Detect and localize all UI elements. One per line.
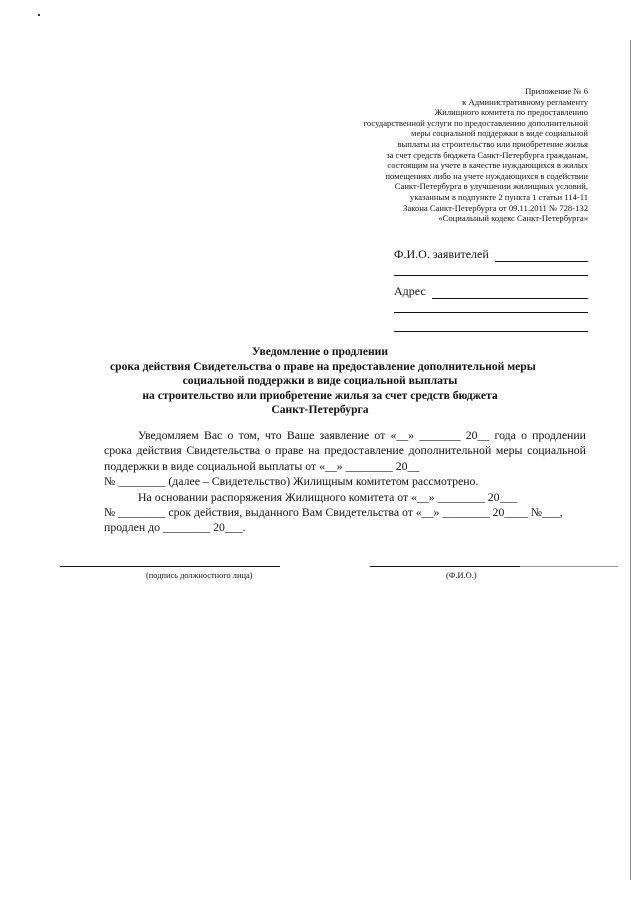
title-line: Санкт-Петербурга bbox=[271, 403, 369, 417]
appendix-line: государственной услуги по предоставлению дополнительной bbox=[363, 117, 588, 128]
appendix-line: Жилищного комитета по предоставлению bbox=[434, 107, 588, 118]
applicant-address-row bbox=[394, 281, 588, 299]
paragraph-extended-until: продлен до ________ 20___. bbox=[104, 520, 246, 535]
appendix-line: к Административному регламенту bbox=[462, 96, 588, 107]
paragraph-application-end: № ________ (далее – Свидетельство) Жилищным комитетом рассмотрено. bbox=[104, 474, 479, 489]
paragraph-decision: На основании распоряжения Жилищного комитета от «__» ________ 20___ bbox=[138, 489, 518, 504]
appendix-header bbox=[298, 86, 588, 224]
title-line: Уведомление о продлении bbox=[251, 345, 389, 358]
applicant-fio-blank-2[interactable] bbox=[394, 262, 588, 276]
signature-fio-label: (Ф.И.О.) bbox=[446, 571, 477, 580]
appendix-line: выплаты на строительство или приобретение жилья bbox=[397, 138, 588, 149]
applicant-address-blank-3[interactable] bbox=[394, 318, 588, 332]
appendix-line: Приложение № 6 bbox=[525, 86, 588, 96]
scan-page-edge bbox=[630, 40, 631, 880]
signature-fio-line[interactable] bbox=[370, 566, 520, 567]
applicant-address-blank-2[interactable] bbox=[394, 299, 588, 313]
appendix-line: помещениях либо на учете нуждающихся в содействии bbox=[385, 170, 588, 181]
notice-title bbox=[110, 345, 536, 418]
signature-official-line[interactable] bbox=[60, 566, 280, 567]
appendix-line: указанным в подпункте 2 пункта 1 статьи 114-11 bbox=[409, 191, 588, 202]
applicant-fio-label: Ф.И.О. заявителей bbox=[394, 247, 489, 261]
title-line: срока действия Свидетельства о праве на предоставление дополнительной меры bbox=[110, 359, 536, 373]
applicant-address-blank[interactable] bbox=[432, 285, 588, 299]
applicant-block bbox=[394, 244, 588, 337]
appendix-line: «Социальный кодекс Санкт-Петербурга» bbox=[438, 213, 588, 224]
paragraph-application: Уведомляем Вас о том, что Ваше заявление от «__» _______ 20__ года о продлении срока действия Свидетельства о праве на предоставление дополнительной меры социальной поддержки в виде социальной выплаты от «__» ________ 20__ bbox=[104, 428, 586, 473]
appendix-line: меры социальной поддержки в виде социальной bbox=[411, 128, 588, 139]
signature-official-label: (подпись должностного лица) bbox=[146, 571, 253, 580]
title-line: на строительство или приобретение жилья за счет средств бюджета bbox=[142, 388, 498, 402]
title-line: социальной поддержки в виде социальной выплаты bbox=[182, 374, 458, 388]
appendix-line: состоящим на учете в качестве нуждающихся в жилых bbox=[387, 160, 588, 171]
applicant-address-label: Адрес bbox=[394, 284, 426, 298]
appendix-line: Закона Санкт-Петербурга от 09.11.2011 № 728-132 bbox=[403, 202, 588, 213]
scan-artifact-dot bbox=[38, 14, 40, 16]
signature-line-extension bbox=[520, 566, 618, 567]
applicant-fio-row bbox=[394, 244, 588, 262]
appendix-line: за счет средств бюджета Санкт-Петербурга гражданам, bbox=[386, 149, 588, 160]
notice-body bbox=[104, 428, 586, 536]
appendix-line: Санкт-Петербурга в улучшении жилищных условий, bbox=[394, 181, 588, 192]
applicant-fio-blank[interactable] bbox=[495, 248, 588, 262]
paragraph-decision-cont: № ________ срок действия, выданного Вам Свидетельства от «__» ________ 20____ №___, bbox=[104, 505, 563, 520]
